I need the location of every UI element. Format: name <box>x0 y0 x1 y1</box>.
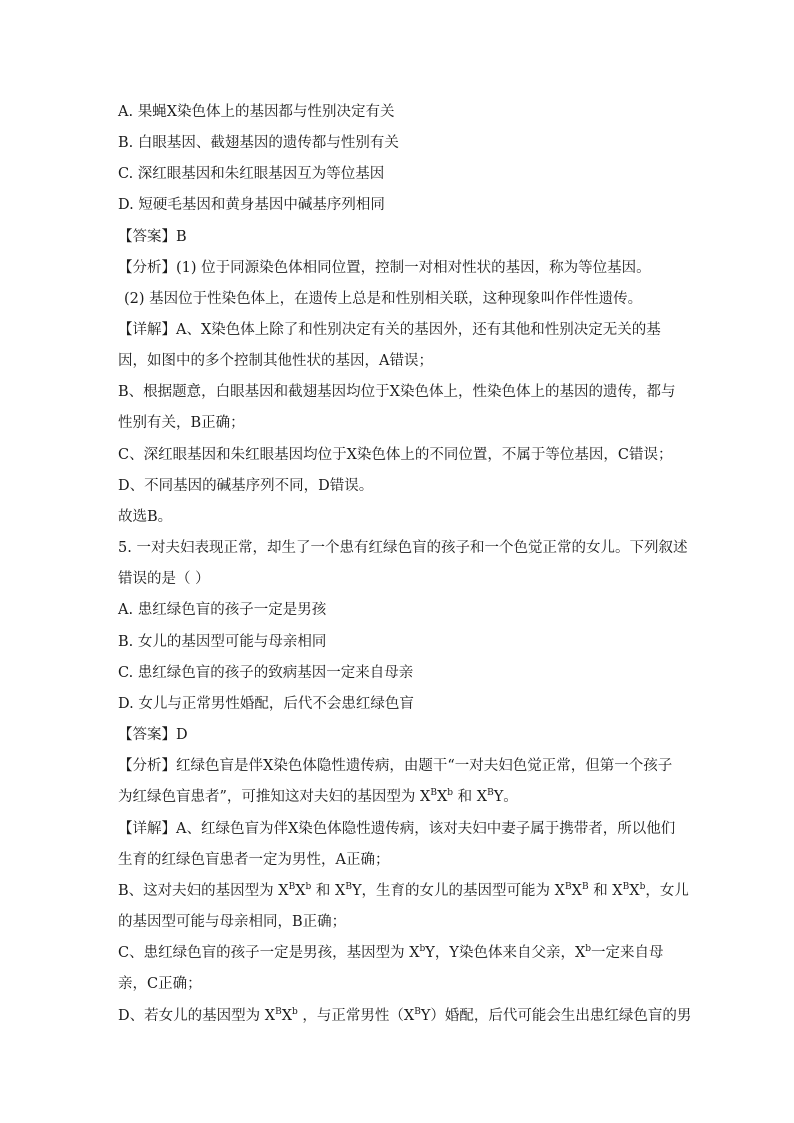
q4-analysis-2: (2) 基因位于性染色体上，在遗传上总是和性别相关联，这种现象叫作伴性遗传。 <box>124 291 643 307</box>
q5-option-a: A. 患红绿色盲的孩子一定是男孩 <box>118 602 327 618</box>
q4-detail-4: 性别有关，B正确； <box>118 415 245 431</box>
q5-stem-2: 错误的是（ ） <box>118 571 210 587</box>
q4-detail-6: D、不同基因的碱基序列不同，D错误。 <box>118 478 374 494</box>
q5-analysis-2: 为红绿色盲患者”，可推知这对夫妇的基因型为 $X^BX^b$ 和 $X^BY$。 <box>118 788 518 805</box>
q4-detail-2: 因，如图中的多个控制其他性状的基因，A错误； <box>118 353 433 369</box>
q5-answer: 【答案】D <box>118 727 188 743</box>
q4-analysis-1: 【分析】(1) 位于同源染色体相同位置，控制一对相对性状的基因，称为等位基因。 <box>118 260 651 276</box>
q5-option-c: C. 患红绿色盲的孩子的致病基因一定来自母亲 <box>118 665 414 681</box>
q4-detail-5: C、深红眼基因和朱红眼基因均位于X染色体上的不同位置，不属于等位基因，C错误； <box>118 447 673 463</box>
q4-answer: 【答案】B <box>118 229 187 245</box>
q4-conclusion: 故选B。 <box>118 509 173 525</box>
q5-detail-a1: 【详解】A、红绿色盲为伴X染色体隐性遗传病，该对夫妇中妻子属于携带者，所以他们 <box>118 821 676 837</box>
q5-detail-a2: 生育的红绿色盲患者一定为男性，A正确； <box>118 852 390 868</box>
q5-detail-c1: C、患红绿色盲的孩子一定是男孩，基因型为 $X^bY$，Y染色体来自父亲，$X^b$一定来自母 <box>118 944 664 961</box>
q5-stem-1: 5. 一对夫妇表现正常，却生了一个患有红绿色盲的孩子和一个色觉正常的女儿。下列叙述 <box>118 540 688 556</box>
q4-detail-3: B、根据题意，白眼基因和截翅基因均位于X染色体上，性染色体上的基因的遗传，都与 <box>118 384 676 400</box>
q5-option-d: D. 女儿与正常男性婚配，后代不会患红绿色盲 <box>118 696 414 712</box>
q5-detail-b2: 的基因型可能与母亲相同，B正确； <box>118 914 347 930</box>
q5-option-b: B. 女儿的基因型可能与母亲相同 <box>118 634 327 650</box>
q5-detail-c2: 亲，C正确； <box>118 976 202 992</box>
q4-detail-1: 【详解】A、X染色体上除了和性别决定有关的基因外，还有其他和性别决定无关的基 <box>118 322 661 338</box>
q4-option-a: A. 果蝇X染色体上的基因都与性别决定有关 <box>118 104 395 120</box>
q4-option-d: D. 短硬毛基因和黄身基因中碱基序列相同 <box>118 197 385 213</box>
q5-detail-b1: B、这对夫妇的基因型为 $X^BX^b$ 和 $X^BY$，生育的女儿的基因型可能为 $X^BX^B$ 和 $X^BX^b$，女儿 <box>118 882 689 899</box>
q5-analysis-1: 【分析】红绿色盲是伴X染色体隐性遗传病，由题干“一对夫妇色觉正常，但第一个孩子 <box>118 758 673 774</box>
q4-option-b: B. 白眼基因、截翅基因的遗传都与性别有关 <box>118 135 399 151</box>
q4-option-c: C. 深红眼基因和朱红眼基因互为等位基因 <box>118 166 385 182</box>
q5-detail-d1: D、若女儿的基因型为 $X^BX^b$ ，与正常男性$(X^BY)$婚配，后代可能会生出患红绿色盲的男 <box>118 1007 692 1024</box>
